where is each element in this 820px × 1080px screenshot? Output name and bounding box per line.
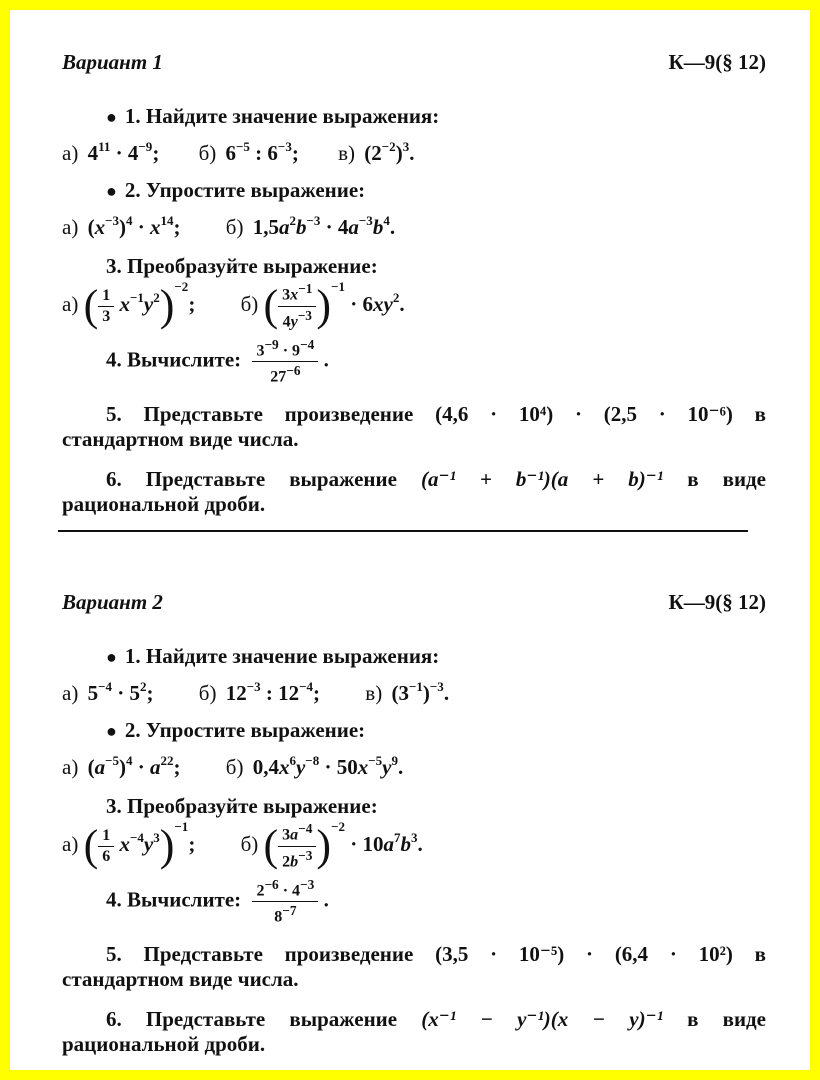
label-a: а): [62, 832, 79, 856]
task-number: 3.: [106, 254, 122, 278]
label-b: б): [198, 141, 217, 165]
task-1-items: [62, 679, 766, 706]
expression: (a⁻¹ + b⁻¹)(a + b)⁻¹: [420, 466, 664, 491]
task-3-items: [62, 819, 766, 871]
task-number: 5.: [106, 401, 122, 426]
label-b: б): [225, 215, 244, 239]
expression: $4^{11} \cdot 4^{-9}$;: [87, 139, 160, 165]
task-4: 4. Вычислите: $\frac{3^{-9} \cdot 9^{-4}}{27^{-6}}$ .: [106, 337, 329, 386]
task-3-prompt: [62, 254, 766, 279]
bullet-icon: ●: [106, 107, 117, 127]
label-b: б): [240, 292, 259, 316]
label-a: а): [62, 141, 79, 165]
label-b: б): [240, 832, 259, 856]
label-b: б): [198, 681, 217, 705]
task-number: 4.: [106, 347, 122, 372]
variant-1: [62, 46, 766, 517]
expression: $(x^{-3})^4 \cdot x^{14}$;: [87, 213, 181, 239]
task-1-prompt: [62, 644, 766, 669]
task-text: Преобразуйте выражение:: [127, 254, 378, 278]
expression: $(3^{-1})^{-3}$.: [391, 679, 450, 705]
task-text: Представьте выражение: [145, 466, 397, 491]
task-6-line-1: [62, 466, 766, 492]
label-b: б): [225, 755, 244, 779]
task-4: 4. Вычислите: $\frac{2^{-6} \cdot 4^{-3}}{8^{-7}}$ .: [106, 877, 329, 926]
task-text: Вычислите:: [127, 887, 242, 912]
task-2-items: [62, 753, 766, 780]
task-text: Упростите выражение:: [145, 718, 366, 742]
task-6-line-2: рациональной дроби.: [62, 491, 266, 516]
task-1-items: [62, 139, 766, 166]
task-text-tail: в виде: [687, 466, 767, 491]
variant-header: [62, 46, 766, 76]
expression: (3,5 · 10⁻⁵) · (6,4 · 10²): [435, 941, 733, 966]
task-text: Упростите выражение:: [145, 178, 366, 202]
task-6-line-2: рациональной дроби.: [62, 1031, 266, 1056]
task-number: 4.: [106, 887, 122, 912]
task-text: Преобразуйте выражение:: [127, 794, 378, 818]
task-number: 6.: [106, 466, 122, 491]
task-2-items: [62, 213, 766, 240]
expression: ( $\frac{3x^{-1}}{4y^{-3}}$ )$^{-1} \cdot 6xy^2$.: [263, 279, 405, 331]
task-1-prompt: [62, 104, 766, 129]
label-a: а): [62, 755, 79, 779]
task-number: 2.: [124, 718, 141, 742]
expression: $6^{-5}$ : $6^{-3}$;: [225, 139, 299, 165]
expression: $5^{-4} \cdot 5^2$;: [87, 679, 154, 705]
task-text: Найдите значение выражения:: [145, 104, 440, 128]
variant-header: [62, 586, 766, 616]
task-3-items: [62, 279, 766, 331]
bullet-icon: ●: [106, 721, 117, 741]
expression: (4,6 · 10⁴) · (2,5 · 10⁻⁶): [435, 401, 733, 426]
task-number: 5.: [106, 941, 122, 966]
label-c: в): [365, 681, 383, 705]
task-5-line-2: стандартном виде числа.: [62, 426, 299, 451]
task-2-prompt: [62, 178, 766, 203]
label-a: а): [62, 292, 79, 316]
task-5-line-1: [62, 941, 766, 967]
task-5-line-2: стандартном виде числа.: [62, 966, 299, 991]
bullet-icon: ●: [106, 647, 117, 667]
variant-title: Вариант 2: [62, 590, 163, 614]
variant-title: Вариант 1: [62, 50, 163, 74]
label-a: а): [62, 215, 79, 239]
task-3-prompt: [62, 794, 766, 819]
task-text: Найдите значение выражения:: [145, 644, 440, 668]
expression: $0,4x^6y^{-8} \cdot 50x^{-5}y^9$.: [252, 753, 404, 779]
expression: $\frac{2^{-6} \cdot 4^{-3}}{8^{-7}}$: [252, 877, 318, 927]
test-code: К—9(§ 12): [668, 50, 766, 74]
expression: $\frac{3^{-9} \cdot 9^{-4}}{27^{-6}}$: [252, 337, 318, 387]
label-c: в): [338, 141, 356, 165]
expression: $1,5a^2b^{-3} \cdot 4a^{-3}b^4$.: [252, 213, 396, 239]
expression: (x⁻¹ − y⁻¹)(x − y)⁻¹: [421, 1006, 663, 1031]
task-text-tail: в: [754, 401, 767, 426]
task-text: Вычислите:: [127, 347, 242, 372]
task-2-prompt: [62, 718, 766, 743]
test-code: К—9(§ 12): [668, 590, 766, 614]
expression: ( $\frac{1}{3}$ $x^{-1}y^2)^{-2}$;: [83, 279, 196, 331]
task-text: Представьте выражение: [145, 1006, 398, 1031]
task-text-tail: в виде: [687, 1006, 767, 1031]
expression: $12^{-3}$ : $12^{-4}$;: [225, 679, 321, 705]
expression: ( $\frac{3a^{-4}}{2b^{-3}}$ )$^{-2} \cdot 10a^7b^3$.: [263, 819, 423, 871]
bullet-icon: ●: [106, 181, 117, 201]
task-number: 1.: [124, 104, 141, 128]
expression: ( $\frac{1}{6}$ $x^{-4}y^3)^{-1}$;: [83, 819, 196, 871]
task-5-line-1: [62, 401, 766, 427]
expression: $(a^{-5})^4 \cdot a^{22}$;: [87, 753, 181, 779]
task-text-tail: в: [754, 941, 767, 966]
task-number: 2.: [124, 178, 141, 202]
task-number: 6.: [106, 1006, 122, 1031]
variant-2: [62, 586, 766, 1057]
task-number: 1.: [124, 644, 141, 668]
task-number: 3.: [106, 794, 122, 818]
expression: $(2^{-2})^3$.: [364, 139, 415, 165]
task-text: Представьте произведение: [143, 941, 414, 966]
separator-line: [58, 530, 748, 532]
label-a: а): [62, 681, 79, 705]
task-6-line-1: [62, 1006, 766, 1032]
task-text: Представьте произведение: [143, 401, 414, 426]
worksheet-page: [10, 10, 810, 1070]
